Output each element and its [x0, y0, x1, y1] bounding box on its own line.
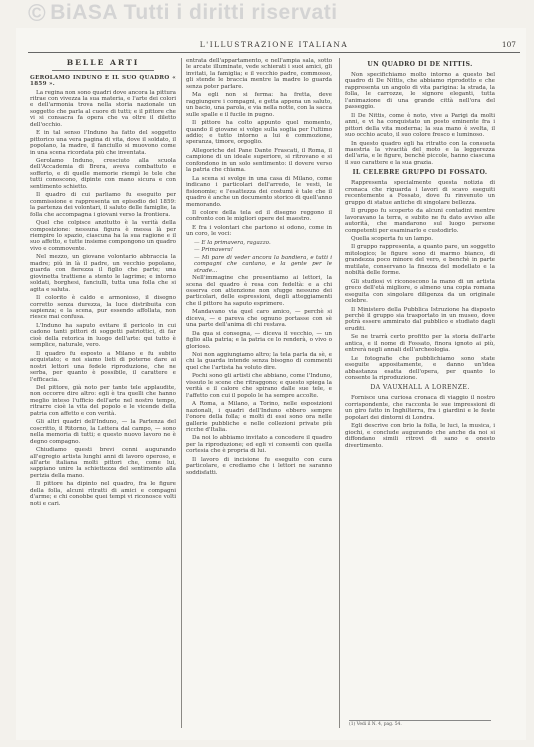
col1-paragraph: Il quadro di cui parliamo fu eseguito per commissione e rappresenta un episodio del 1859: la partenza dei volontari, il saluto delle famiglie, la folla che accompagna i giovani verso la frontiera. — [30, 192, 176, 218]
col2-paragraph: Da noi lo abbiamo invitato a concedere il quadro per la riproduzione; ed egli vi consentì con quella cortesia che è propria di lui. — [186, 435, 332, 455]
col1-paragraph: Il colorito è caldo e armonioso, il disegno corretto senza durezza, la luce distribuita con sapienza; e la scena, pur essendo affollata, non riesce mai confusa. — [30, 295, 176, 321]
col1-paragraph: Il pittore ha dipinto nel quadro, fra le figure della folla, alcuni ritratti di amici e compagni d'arme; e chi conobbe quei tempi vi riconosce volti noti e cari. — [30, 481, 176, 507]
journal-title: L'ILLUSTRAZIONE ITALIANA — [199, 40, 349, 49]
col2-paragraph: entrata dell'appartamento, e nell'ampia sala, sotto le arcate illuminate, vede schierati i suoi amici, gli invitati, la famiglia; e il vecchio padre, commosso, gli stende le braccia mentre la madre lo guarda senza poter parlare. — [186, 58, 332, 90]
col3-paragraph: Le fotografie che pubblichiamo sono state eseguite appositamente, e danno un'idea abbastanza esatta dell'opera, per quanto lo consente la riproduzione. — [345, 355, 495, 382]
col3-paragraph: Egli descrive con brio la folla, le luci, la musica, i giochi, e conclude augurando che anche da noi si diffondano simili ritrovi di sano e onesto divertimento. — [345, 423, 495, 449]
column-2 — [186, 58, 332, 734]
col1-paragraph: Gerolamo Induno, cresciuto alla scuola dell'Accademia di Brera, aveva combattuto e sofferto, e di quelle memorie riempì le tele che tutti conoscono, dipinte con mano sicura e con sentimento schietto. — [30, 158, 176, 190]
col3-paragraph: In questo quadro egli ha ritratto con la consueta maestria la vivacità del moto e la leggerezza dell'aria, e le figure, benchè piccole, hanno ciascuna il suo carattere e la sua grazia. — [345, 140, 495, 166]
col3-paragraph: Non specifichiamo molto intorno a questo bel quadro di De Nittis, che abbiamo riprodotto e che rappresenta un angolo di vita parigina: la strada, la folla, le carrozze, le signore eleganti, tutta l'animazione di una grande città nell'ora del passeggio. — [345, 72, 495, 111]
col2-paragraph: Noi non aggiungiamo altro; la tela parla da sè, e chi la guarda intende senza bisogno di commenti quel che l'artista ha voluto dire. — [186, 352, 332, 371]
col3-paragraph: Se ne trarrà certo profitto per la storia dell'arte antica, e il nome di Fossato, finora ignoto ai più, entrerà negli annali dell'archeologia. — [345, 334, 495, 354]
col3-paragraph: Quella scoperta fu un lampo. — [351, 235, 433, 242]
col1-paragraph: Gli altri quadri dell'Induno, — la Partenza del coscritto, il Ritorno, la Lettera dal campo, — sono nella memoria di tutti; e questo nuovo lavoro ne è degno compagno. — [30, 419, 176, 445]
dialogue-line: — Mi pare di veder ancora la bandiera, e tutti i compagni che cantano, e la gente per le strade... — [194, 254, 332, 274]
col1-paragraph: La regina non sono quadri dove ancora la pittura ritrae con vivezza la sua materia, e l'arte dei colori e dell'armonia trova nella storia nazionale un soggetto che parla al cuore di tutti; e il pittore che vi si consacra fa opera che va oltre il diletto dell'occhio. — [30, 89, 176, 128]
col3-paragraph: Il gruppo rappresenta, a quanto pare, un soggetto mitologico; le figure sono di marmo bianco, di grandezza poco minore del vero, e benchè in parte mutilate, conservano la finezza del modellato e la nobiltà delle forme. — [345, 244, 495, 277]
col1-paragraph: Quel che colpisce anzitutto è la verità della composizione: nessuna figura è messa là per riempire lo spazio, ciascuna ha la sua ragione e il suo affetto, e tutte insieme compongono un quadro vivo e commovente. — [30, 220, 176, 252]
watermark-text: BiASA Tutti i diritti riservati — [50, 1, 338, 24]
col3-paragraph: Il Ministero della Pubblica Istruzione ha disposto perchè il gruppo sia trasportato in un museo, dove potrà essere ammirato dal pubblico e studiato dagli eruditi. — [345, 306, 495, 332]
col3-paragraph: Il De Nittis, come è noto, vive a Parigi da molti anni, e vi ha conquistato un posto eminente fra i pittori della vita moderna; la sua mano è svelta, il suo occhio acuto, il suo colore fresco e luminoso. — [345, 112, 495, 139]
running-header — [28, 40, 520, 53]
section-rule — [52, 70, 154, 71]
col2-paragraph: A Roma, a Milano, a Torino, nelle esposizioni nazionali, i quadri dell'Induno ebbero sempre l'onore della folla; e molti di essi sono ora nelle gallerie pubbliche e nelle collezioni private più ricche d'Italia. — [186, 401, 332, 434]
col3-paragraph: Gli studiosi vi riconoscono la mano di un artista greco dell'età migliore, o almeno una copia romana eseguita con singolare diligenza da un originale celebre. — [345, 278, 495, 305]
col3-paragraph: Il gruppo fu scoperto da alcuni contadini mentre lavoravano la terra, e subito ne fu dato avviso alle autorità, che mandarono sul luogo persone competenti per esaminarlo e custodirlo. — [345, 208, 495, 234]
section-title-belle-arti: BELLE ARTI — [66, 58, 140, 67]
footnote: (1) Vedi il N. 4, pag. 54. — [349, 720, 491, 727]
article-title-gruppo-fossato: IL CELEBRE GRUPPO DI FOSSATO. — [352, 169, 488, 177]
dialogue-line: — Primavera! — [194, 247, 233, 254]
col2-paragraph: Il pittore ha colto appunto quel momento, quando il giovane si volge sulla soglia per l'ultimo addio; e tutto intorno a lui è commozione, speranza, timore, orgoglio. — [186, 120, 332, 146]
col2-paragraph: Il colore della tela ed il disegno reggono il confronto con le migliori opere del maestro. — [186, 209, 332, 223]
article-title-de-nittis: UN QUADRO DI DE NITTIS. — [367, 61, 473, 68]
copyright-watermark — [28, 0, 528, 28]
col1-paragraph: Chiudiamo questi brevi cenni augurando all'egregio artista lunghi anni di lavoro operoso, e all'arte italiana molti pittori che, come lui, sappiano unire la schiettezza del sentimento alla perizia della mano. — [30, 447, 176, 479]
column-rule-2 — [339, 58, 340, 728]
col2-paragraph: La scena si svolge in una casa di Milano, come indicano i particolari dell'arredo, le vesti, le fisionomie; e l'esattezza dei costumi è tale che il quadro è anche un documento storico di quell'anno memorando. — [186, 175, 332, 208]
article-title-vauxhall: DA VAUXHALL A LORENZE. — [370, 384, 470, 392]
dialogue-line: — E la primavera, ragazzo. — [194, 239, 271, 246]
col1-paragraph: L'Induno ha saputo evitare il pericolo in cui cadono tanti pittori di soggetti patriottici, di far cioè della retorica in luogo dell'arte: qui tutto è semplice, naturale, vero. — [30, 322, 176, 349]
col2-paragraph: Nell'immagine che presentiamo ai lettori, la scena del quadro è resa con fedeltà: e a chi osserva con attenzione non sfugge nessuno dei particolari, delle espressioni, degli atteggiamenti che il pittore ha saputo esprimere. — [186, 275, 332, 307]
copyright-mark: © — [28, 0, 47, 27]
col2-paragraph: Il lavoro di incisione fu eseguito con cura particolare, e crediamo che i lettori ne saranno soddisfatti. — [186, 456, 332, 476]
dialogue-intro: E fra i volontari che partono si odono, come in un coro, le voci: — [186, 224, 332, 238]
col3-paragraph: Fornisce una curiosa cronaca di viaggio il nostro corrispondente, che racconta le sue impressioni di un giro fatto in Inghilterra, fra i giardini e le feste popolari dei dintorni di Londra. — [345, 395, 495, 421]
column-rule-1 — [181, 58, 182, 728]
page-number: 107 — [501, 40, 516, 49]
column-3 — [345, 58, 495, 734]
col2-paragraph: Da qua si consegna, — diceva il vecchio, — un figlio alla patria; e la patria ce lo renderà, o vivo o glorioso. — [186, 330, 332, 350]
col1-paragraph: Nel mezzo, un giovane volontario abbraccia la madre; più in là il padre, un vecchio popolano, guarda con fierezza il figlio che parte; una giovinetta trattiene a stento le lagrime; e intorno soldati, borghesi, fanciulli, tutta una folla che si agita e saluta. — [30, 254, 176, 293]
col2-paragraph: Mandavano via quel caro amico, — perchè si diceva, — e pareva che ognuno portasse con sè una parte dell'anima di chi restava. — [186, 309, 332, 329]
article-title: GEROLAMO INDUNO E IL SUO QUADRO « 1859 ». — [30, 74, 176, 88]
col1-paragraph: Del pittore, già noto per tante tele applaudite, non occorre dire altro: egli è tra quelli che hanno meglio inteso l'ufficio dell'arte nel nostro tempo, ritrarre cioè la vita del popolo e le vicende della patria con affetto e con verità. — [30, 384, 176, 417]
col2-paragraph: Pochi sono gli artisti che abbiano, come l'Induno, vissuto le scene che ritraggono; e questo spiega la verità e il calore che spirano dalle sue tele, e l'affetto con cui il popolo le ha sempre accolte. — [186, 373, 332, 399]
col2-paragraph: Ma egli non si ferma: ha fretta, deve raggiungere i compagni, e getta appena un saluto, un bacio, una parola, e via nella notte, con la sacca sulle spalle e il fucile in pugno. — [186, 92, 332, 118]
col1-paragraph: Il quadro fu esposto a Milano e fu subito acquistato; e noi siamo lieti di poterne dare ai nostri lettori una fedele riproduzione, che ne serba, per quanto è possibile, il carattere e l'efficacia. — [30, 350, 176, 383]
col2-paragraph: Allegoriche del Pane Dante Frascati, il Roma, il campione di un ideale superiore, si ritrovano e si confondono in un solo sentimento: il dovere verso la patria che chiama. — [186, 147, 332, 174]
col1-paragraph: E in tal senso l'Induno ha fatto del soggetto pittorico una vera pagina di vita, dove il soldato, il popolano, la madre, il fanciullo si muovono come in una scena ricordata più che inventata. — [30, 130, 176, 156]
col3-paragraph: Rappresenta specialmente questa notizia di cronaca che riguarda i lavori di scavo eseguiti recentemente a Fossato, dove fu rinvenuto un gruppo di statue antiche di singolare bellezza. — [345, 180, 495, 206]
column-1 — [30, 58, 176, 734]
